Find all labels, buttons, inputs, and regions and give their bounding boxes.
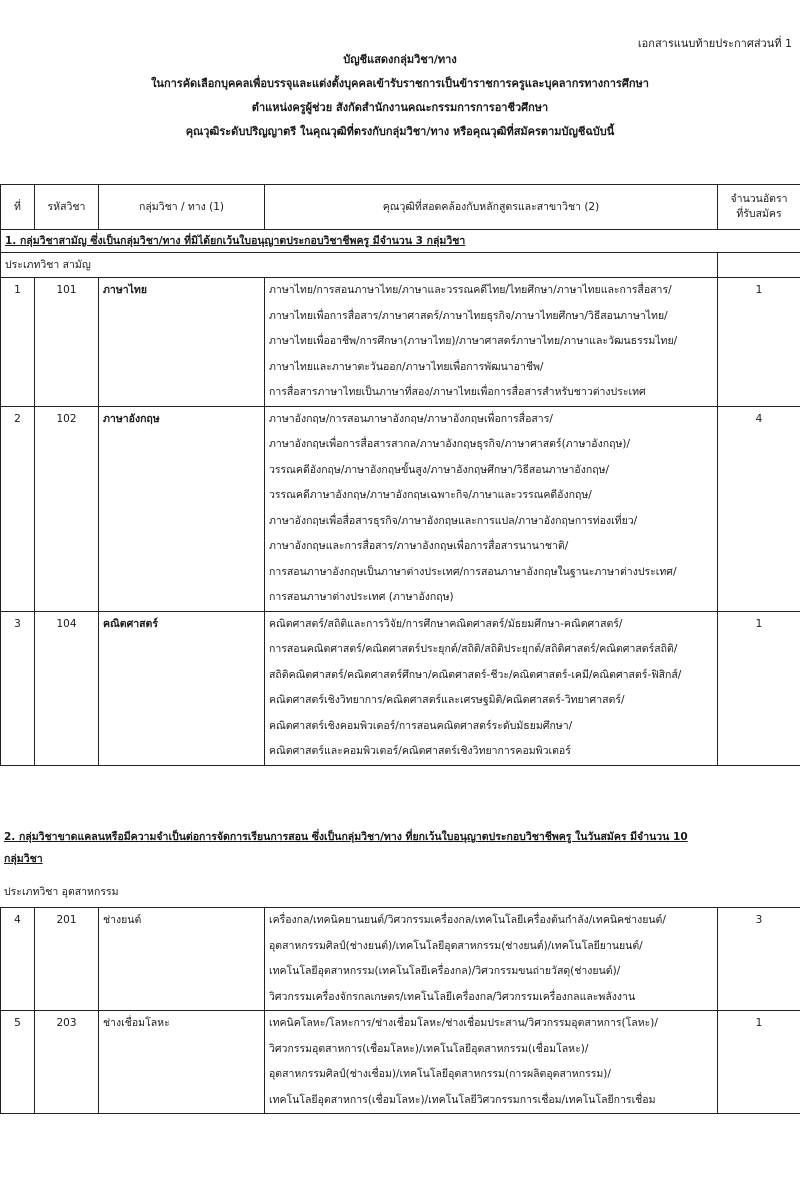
row-group: ภาษาไทย bbox=[99, 278, 265, 407]
section-title-row bbox=[1, 230, 800, 253]
table-row bbox=[1, 278, 800, 407]
title-line: บัญชีแสดงกลุ่มวิชา/ทาง bbox=[343, 53, 457, 66]
table-row bbox=[1, 1011, 800, 1114]
title-line: คุณวุฒิระดับปริญญาตรี ในคุณวุฒิที่ตรงกับกลุ่มวิชา/ทาง หรือคุณวุฒิที่สมัครตามบัญชีฉบับนี้ bbox=[185, 125, 615, 138]
title-line: ตำแหน่งครูผู้ช่วย สังกัดสำนักงานคณะกรรมการการอาชีวศึกษา bbox=[251, 101, 549, 114]
row-code: 201 bbox=[35, 908, 99, 1011]
row-group: ช่างยนต์ bbox=[99, 908, 265, 1011]
col-header-code: รหัสวิชา bbox=[35, 185, 99, 230]
row-count: 1 bbox=[718, 611, 800, 765]
row-qualifications: เครื่องกล/เทคนิคยานยนต์/วิศวกรรมเครื่องกล/เทคโนโลยีเครื่องต้นกำลัง/เทคนิคช่างยนต์/ อุตสาหกรรมศิลป์(ช่างยนต์)/เทคโนโลยีอุตสาหกรรม(ช่างยนต์)/เทคโนโลยียานยนต์/ เทคโนโลยีอุตสาหกรรม(เทคโนโลยีเครื่องกล)/วิศวกรรมขนถ่ายวัสดุ(ช่างยนต์)/ วิศวกรรมเครื่องจักรกลเกษตร/เทคโนโลยีเครื่องกล/วิศวกรรมเครื่องกลและพลังงาน bbox=[265, 908, 718, 1011]
row-count: 1 bbox=[718, 1011, 800, 1114]
row-group: ภาษาอังกฤษ bbox=[99, 406, 265, 611]
row-qualifications: ภาษาไทย/การสอนภาษาไทย/ภาษาและวรรณคดีไทย/ไทยศึกษา/ภาษาไทยและการสื่อสาร/ ภาษาไทยเพื่อการสื่อสาร/ภาษาศาสตร์/ภาษาไทยธุรกิจ/ภาษาไทยศึกษา/วิธีสอนภาษาไทย/ ภาษาไทยเพื่ออาชีพ/การศึกษา(ภาษาไทย)/ภาษาศาสตร์ภาษาไทย/ภาษาและวัฒนธรรมไทย/ ภาษาไทยและภาษาตะวันออก/ภาษาไทยเพื่อการพัฒนาอาชีพ/ การสื่อสารภาษาไทยเป็นภาษาที่สอง/ภาษาไทยเพื่อการสื่อสารสำหรับชาวต่างประเทศ bbox=[265, 278, 718, 407]
row-count: 3 bbox=[718, 908, 800, 1011]
row-no: 1 bbox=[1, 278, 35, 407]
row-count: 1 bbox=[718, 278, 800, 407]
category-label: ประเภทวิชา สามัญ bbox=[1, 253, 718, 278]
document-title-block bbox=[0, 48, 800, 144]
row-code: 104 bbox=[35, 611, 99, 765]
row-qualifications: คณิตศาสตร์/สถิติและการวิจัย/การศึกษาคณิตศาสตร์/มัธยมศึกษา-คณิตศาสตร์/ การสอนคณิตศาสตร์/คณิตศาสตร์ประยุกต์/สถิติ/สถิติประยุกต์/สถิติศาสตร์/คณิตศาสตร์สถิติ/ สถิติคณิตศาสตร์/คณิตศาสตร์ศึกษา/คณิตศาสตร์-ชีวะ/คณิตศาสตร์-เคมี/คณิตศาสตร์-ฟิสิกส์/ คณิตศาสตร์เชิงวิทยาการ/คณิตศาสตร์และเศรษฐมิติ/คณิตศาสตร์-วิทยาศาสตร์/ คณิตศาสตร์เชิงคอมพิวเตอร์/การสอนคณิตศาสตร์ระดับมัธยมศึกษา/ คณิตศาสตร์และคอมพิวเตอร์/คณิตศาสตร์เชิงวิทยาการคอมพิวเตอร์ bbox=[265, 611, 718, 765]
row-no: 2 bbox=[1, 406, 35, 611]
category-row bbox=[1, 253, 800, 278]
table-header-row bbox=[1, 185, 800, 230]
col-header-group: กลุ่มวิชา / ทาง (1) bbox=[99, 185, 265, 230]
title-line: ในการคัดเลือกบุคคลเพื่อบรรจุและแต่งตั้งบุคคลเข้ารับราชการเป็นข้าราชการครูและบุคลากรทางการศึกษา bbox=[151, 77, 649, 90]
row-code: 102 bbox=[35, 406, 99, 611]
row-count: 4 bbox=[718, 406, 800, 611]
row-no: 5 bbox=[1, 1011, 35, 1114]
row-code: 101 bbox=[35, 278, 99, 407]
category-label: ประเภทวิชา อุตสาหกรรม bbox=[4, 886, 119, 898]
subject-table-section-1 bbox=[0, 184, 800, 766]
table-row bbox=[1, 908, 800, 1011]
attachment-note: เอกสารแนบท้ายประกาศส่วนที่ 1 bbox=[637, 37, 792, 50]
row-qualifications: ภาษาอังกฤษ/การสอนภาษาอังกฤษ/ภาษาอังกฤษเพื่อการสื่อสาร/ ภาษาอังกฤษเพื่อการสื่อสารสากล/ภาษาอังกฤษธุรกิจ/ภาษาศาสตร์(ภาษาอังกฤษ)/ วรรณคดีอังกฤษ/ภาษาอังกฤษขั้นสูง/ภาษาอังกฤษศึกษา/วิธีสอนภาษาอังกฤษ/ วรรณคดีภาษาอังกฤษ/ภาษาอังกฤษเฉพาะกิจ/ภาษาและวรรณคดีอังกฤษ/ ภาษาอังกฤษเพื่อสื่อสารธุรกิจ/ภาษาอังกฤษและการแปล/ภาษาอังกฤษการท่องเที่ยว/ ภาษาอังกฤษและการสื่อสาร/ภาษาอังกฤษเพื่อการสื่อสารนานาชาติ/ การสอนภาษาอังกฤษเป็นภาษาต่างประเทศ/การสอนภาษาอังกฤษในฐานะภาษาต่างประเทศ/ การสอนภาษาต่างประเทศ (ภาษาอังกฤษ) bbox=[265, 406, 718, 611]
row-no: 4 bbox=[1, 908, 35, 1011]
row-code: 203 bbox=[35, 1011, 99, 1114]
col-header-count: จำนวนอัตรา ที่รับสมัคร bbox=[718, 185, 800, 230]
col-header-qualification: คุณวุฒิที่สอดคล้องกับหลักสูตรและสาขาวิชา (2) bbox=[265, 185, 718, 230]
row-group: ช่างเชื่อมโลหะ bbox=[99, 1011, 265, 1114]
subject-table-section-2 bbox=[0, 907, 800, 1114]
table-row bbox=[1, 406, 800, 611]
col-header-no: ที่ bbox=[1, 185, 35, 230]
row-qualifications: เทคนิคโลหะ/โลหะการ/ช่างเชื่อมโลหะ/ช่างเชื่อมประสาน/วิศวกรรมอุตสาหการ(โลหะ)/ วิศวกรรมอุตสาหการ(เชื่อมโลหะ)/เทคโนโลยีอุตสาหกรรม(เชื่อมโลหะ)/ อุตสาหกรรมศิลป์(ช่างเชื่อม)/เทคโนโลยีอุตสาหกรรม(การผลิตอุตสาหกรรม)/ เทคโนโลยีอุตสาหการ(เชื่อมโลหะ)/เทคโนโลยีวิศวกรรมการเชื่อม/เทคโนโลยีการเชื่อม bbox=[265, 1011, 718, 1114]
table-row bbox=[1, 611, 800, 765]
row-no: 3 bbox=[1, 611, 35, 765]
section-1-title: 1. กลุ่มวิชาสามัญ ซึ่งเป็นกลุ่มวิชา/ทาง ที่มิได้ยกเว้นใบอนุญาตประกอบวิชาชีพครู มีจำนวน 3 กลุ่มวิชา bbox=[1, 230, 800, 253]
row-group: คณิตศาสตร์ bbox=[99, 611, 265, 765]
section-2-title: 2. กลุ่มวิชาขาดแคลนหรือมีความจำเป็นต่อการจัดการเรียนการสอน ซึ่งเป็นกลุ่มวิชา/ทาง ที่ยกเว้นใบอนุญาตประกอบวิชาชีพครู ในวันสมัคร มีจำนวน 10 กลุ่มวิชา bbox=[4, 831, 688, 865]
